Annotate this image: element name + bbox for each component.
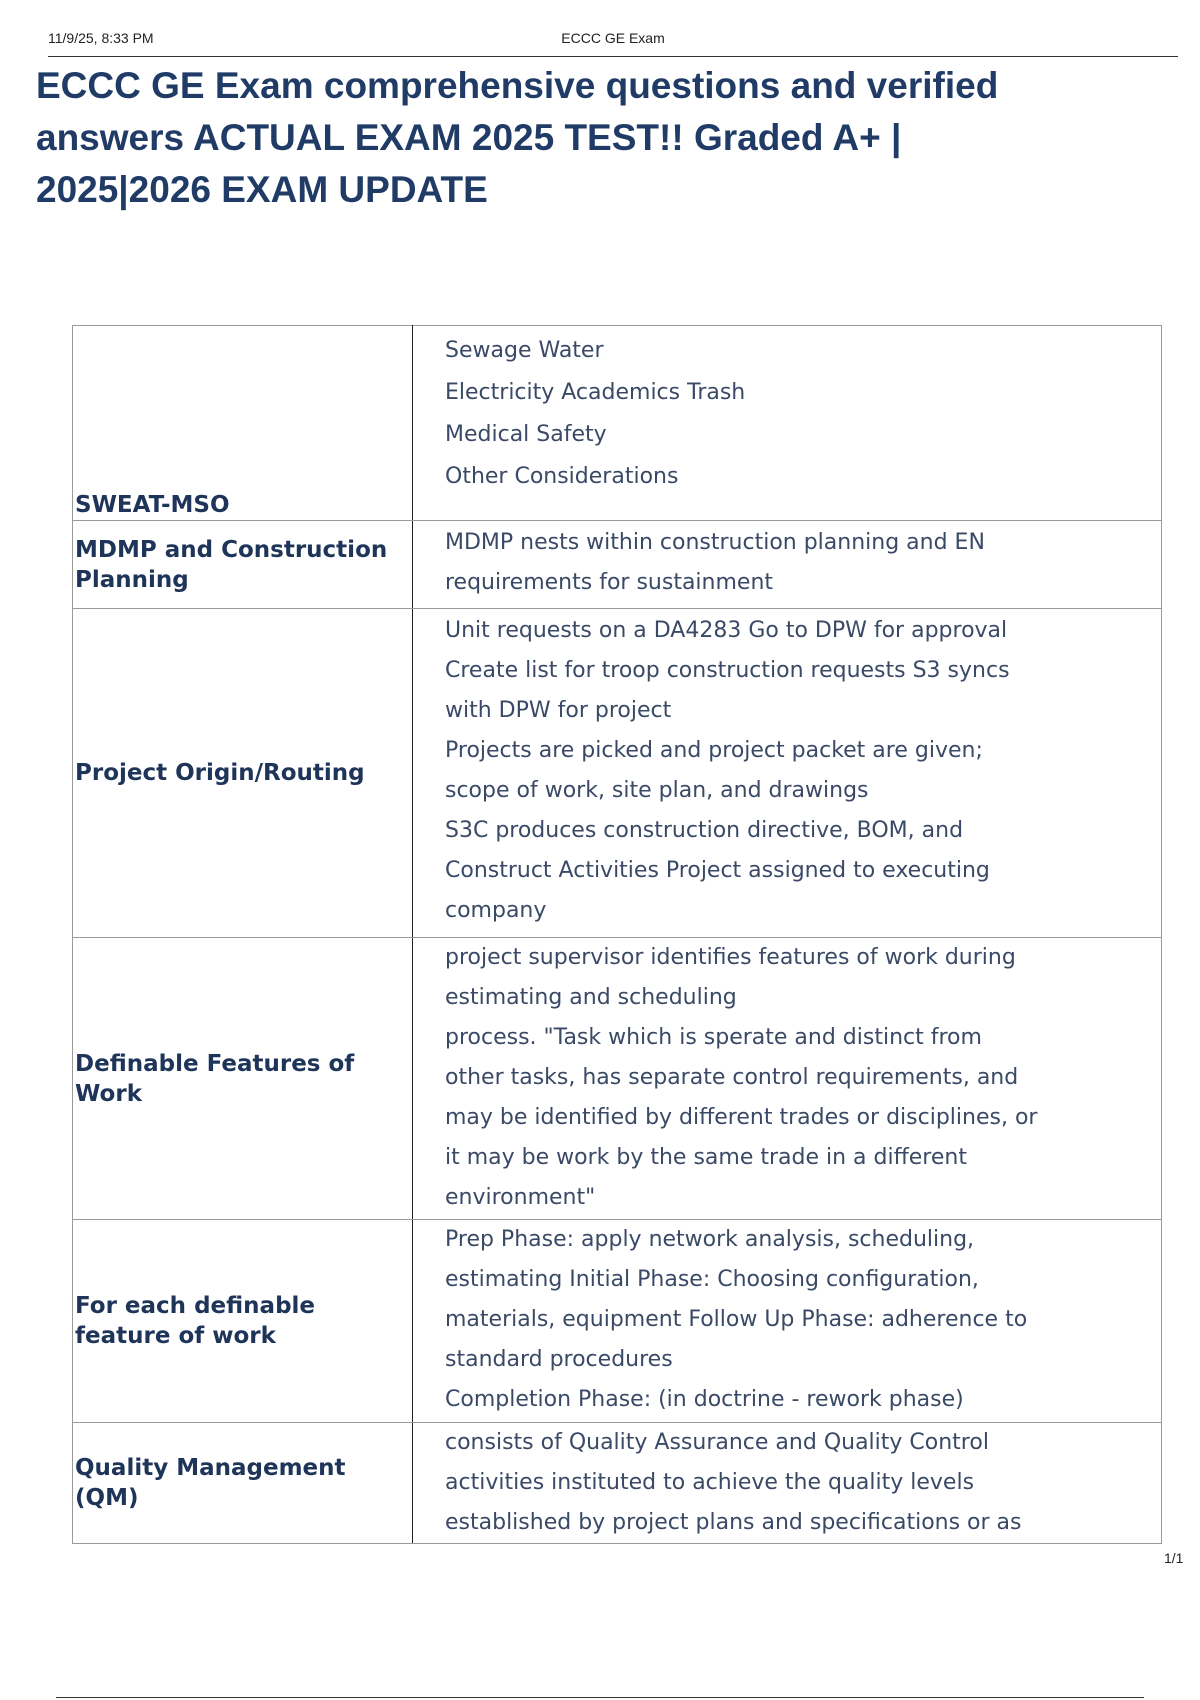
definition-line: Sewage Water [445,338,604,363]
table-row [73,521,1162,609]
definition-cell [413,521,1162,609]
definition-line: with DPW for project [445,698,672,723]
print-header [48,30,1178,58]
term-cell: For each definable feature of work [73,1220,413,1423]
definition-line: scope of work, site plan, and drawings [445,778,869,803]
definition-line: standard procedures [445,1347,673,1372]
definition-line: requirements for sustainment [445,570,774,595]
definition-line: activities instituted to achieve the quality levels [445,1470,975,1495]
definition-line: estimating Initial Phase: Choosing configuration, [445,1267,979,1292]
print-header-title: ECCC GE Exam [561,30,665,46]
definition-line: Other Considerations [445,464,679,489]
page-number: 1/1 [1164,1550,1184,1566]
definition-line: may be identified by different trades or disciplines, or [445,1105,1038,1130]
document-title [36,60,1156,216]
definition-cell [413,938,1162,1220]
definition-line: Projects are picked and project packet are given; [445,738,983,763]
document-title-line: 2025|2026 EXAM UPDATE [36,169,488,210]
definition-line: materials, equipment Follow Up Phase: adherence to [445,1307,1028,1332]
definition-line: Completion Phase: (in doctrine - rework phase) [445,1387,964,1412]
definition-cell [413,1423,1162,1544]
document-title-line: ECCC GE Exam comprehensive questions and verified [36,65,999,106]
definition-line: process. "Task which is sperate and distinct from [445,1025,982,1050]
term-cell: Project Origin/Routing [73,609,413,938]
definition-line: project supervisor identifies features of work during [445,945,1016,970]
print-timestamp: 11/9/25, 8:33 PM [48,30,154,46]
definition-line: Construct Activities Project assigned to executing [445,858,990,883]
table-row [73,1220,1162,1423]
term-cell: Definable Features of Work [73,938,413,1220]
definition-line: company [445,898,547,923]
definition-line: Unit requests on a DA4283 Go to DPW for approval [445,618,1008,643]
term-cell: MDMP and Construction Planning [73,521,413,609]
definition-line: consists of Quality Assurance and Quality Control [445,1430,989,1455]
term-cell: SWEAT-MSO [73,326,413,521]
definition-line: other tasks, has separate control requirements, and [445,1065,1019,1090]
definition-line: S3C produces construction directive, BOM, and [445,818,964,843]
definition-line: Medical Safety [445,422,607,447]
term-cell: Quality Management (QM) [73,1423,413,1544]
footer-divider [56,1697,1144,1698]
document-title-line: answers ACTUAL EXAM 2025 TEST!! Graded A+ | [36,117,902,158]
table-row [73,609,1162,938]
flashcard-table [72,325,1162,1544]
header-divider [48,56,1178,57]
definition-cell [413,326,1162,521]
definition-line: estimating and scheduling [445,985,737,1010]
table-row [73,938,1162,1220]
table-row [73,1423,1162,1544]
definition-line: environment" [445,1185,596,1210]
definition-line: established by project plans and specifications or as [445,1510,1022,1535]
definition-line: it may be work by the same trade in a different [445,1145,967,1170]
definition-cell [413,609,1162,938]
definition-cell [413,1220,1162,1423]
definition-line: Prep Phase: apply network analysis, scheduling, [445,1227,975,1252]
definition-line: Create list for troop construction requests S3 syncs [445,658,1010,683]
definition-line: MDMP nests within construction planning and EN [445,530,985,555]
table-row [73,326,1162,521]
definition-line: Electricity Academics Trash [445,380,746,405]
